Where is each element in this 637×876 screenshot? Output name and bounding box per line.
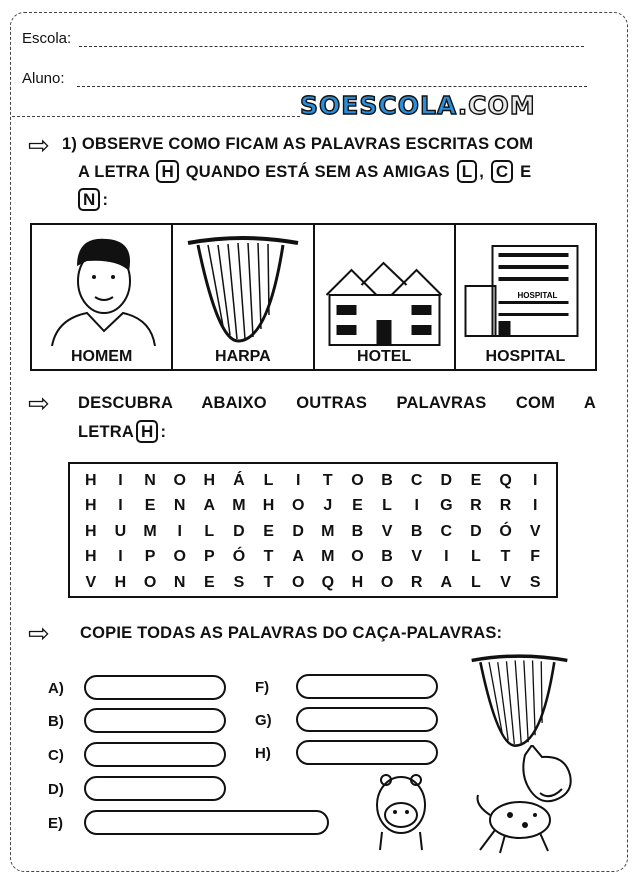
picture-label: HOMEM [70, 348, 133, 365]
word-search-cell[interactable]: E [352, 497, 363, 515]
word-search-cell[interactable]: I [295, 471, 301, 489]
word-search-cell[interactable]: O [351, 548, 364, 566]
word-search-cell[interactable]: L [471, 573, 481, 591]
word-search-row [76, 570, 550, 596]
word-search-cell[interactable]: P [203, 548, 215, 566]
answer-label-h: H) [255, 745, 271, 762]
word-search-cell[interactable]: L [471, 548, 481, 566]
word-search-cell[interactable]: I [118, 497, 123, 515]
word-search-cell[interactable]: O [291, 497, 305, 515]
student-field [22, 70, 587, 87]
word-search-cell[interactable]: R [470, 497, 482, 515]
word-search-cell[interactable]: N [144, 471, 156, 489]
word-search-cell[interactable]: D [233, 522, 245, 540]
word-search-cell[interactable]: D [440, 471, 453, 489]
picture-homem [32, 225, 173, 369]
word-search-cell[interactable]: I [177, 522, 182, 540]
word-search-cell[interactable]: I [444, 548, 449, 566]
picture-hotel [315, 225, 456, 369]
picture-row [30, 223, 597, 371]
word-search-cell[interactable]: Q [499, 471, 512, 489]
answer-box-h[interactable] [296, 740, 438, 765]
word-search-cell[interactable]: H [85, 471, 97, 489]
word-search-cell[interactable]: G [440, 497, 453, 515]
word-search-cell[interactable]: H [351, 573, 364, 591]
section1-line1: 1) OBSERVE COMO FICAM AS PALAVRAS ESCRITAS COM [62, 135, 534, 153]
answer-box-b[interactable] [84, 708, 226, 733]
word-search-cell[interactable]: V [411, 548, 423, 566]
answer-label-e: E) [48, 815, 63, 832]
word-search-cell[interactable]: M [321, 522, 335, 540]
answer-label-g: G) [255, 712, 272, 729]
answer-box-g[interactable] [296, 707, 438, 732]
word-search-cell[interactable]: V [85, 573, 97, 591]
word-search-cell[interactable]: V [500, 573, 511, 591]
word-search-cell[interactable]: D [292, 522, 304, 540]
word-search-cell[interactable]: T [500, 548, 511, 566]
word-search-cell[interactable]: H [262, 497, 275, 515]
word-search-cell[interactable]: E [203, 573, 215, 591]
student-label: Aluno: [22, 70, 65, 87]
answer-box-f[interactable] [296, 674, 438, 699]
letter-box-c: C [491, 160, 513, 183]
word-search-cell[interactable]: I [118, 548, 123, 566]
arrow-icon: ⇨ [28, 130, 50, 160]
word-search-cell[interactable]: T [322, 471, 333, 489]
answer-label-c: C) [48, 747, 64, 764]
letter-box-n: N [78, 188, 100, 211]
harp-icon [183, 231, 303, 346]
word-search-cell[interactable]: H [85, 548, 97, 566]
answer-box-e[interactable] [84, 810, 329, 835]
word-search-cell[interactable]: O [173, 548, 186, 566]
section3-title: COPIE TODAS AS PALAVRAS DO CAÇA-PALAVRAS: [80, 624, 503, 642]
word-search-row [76, 494, 550, 520]
word-search-cell[interactable]: E [144, 497, 156, 515]
word-search-cell[interactable]: O [173, 471, 186, 489]
word-search-cell[interactable]: O [291, 573, 305, 591]
word-search-cell[interactable]: Á [233, 471, 245, 489]
word-search-cell[interactable]: T [263, 548, 274, 566]
hotel-icon [322, 255, 447, 355]
letter-box-h: H [136, 420, 158, 443]
word-search-cell[interactable]: M [232, 497, 246, 515]
word-search-cell[interactable]: P [144, 548, 156, 566]
word-search-cell[interactable]: H [85, 497, 97, 515]
word-search-cell[interactable]: B [381, 548, 393, 566]
word-search-cell[interactable]: U [114, 522, 127, 540]
word-search-cell[interactable]: F [530, 548, 541, 566]
word-search-cell[interactable]: M [321, 548, 335, 566]
word-search-cell[interactable]: M [143, 522, 157, 540]
answer-box-a[interactable] [84, 675, 226, 700]
word-search-cell[interactable]: L [263, 471, 274, 489]
word-search-row [76, 545, 550, 571]
answer-label-d: D) [48, 781, 64, 798]
word-search-grid [68, 462, 558, 598]
picture-harpa [173, 225, 314, 369]
word-search-row [76, 519, 550, 545]
word-search-row [76, 468, 550, 494]
answer-label-a: A) [48, 680, 64, 697]
word-search-cell[interactable]: A [203, 497, 216, 515]
picture-label: HARPA [215, 348, 271, 365]
picture-hospital [456, 225, 595, 369]
word-search-cell[interactable]: E [470, 471, 482, 489]
answer-label-f: F) [255, 679, 270, 696]
word-search-cell[interactable]: O [143, 573, 157, 591]
word-search-cell[interactable]: D [470, 522, 482, 540]
word-search-cell[interactable]: Q [321, 573, 335, 591]
word-search-cell[interactable]: I [414, 497, 419, 515]
word-search-cell[interactable]: C [440, 522, 453, 540]
arrow-icon: ⇨ [28, 388, 50, 418]
word-search-cell[interactable]: N [173, 497, 186, 515]
answer-box-c[interactable] [84, 742, 226, 767]
word-search-cell[interactable]: V [381, 522, 393, 540]
hyena-icon [470, 745, 588, 855]
word-search-cell[interactable]: R [410, 573, 423, 591]
harp-icon [452, 650, 587, 750]
word-search-cell[interactable]: L [382, 497, 392, 515]
divider [12, 116, 300, 117]
answer-box-d[interactable] [84, 776, 226, 801]
word-search-cell[interactable]: H [203, 471, 216, 489]
hippo-icon [368, 770, 434, 852]
letter-box-l: L [457, 160, 478, 183]
school-field [22, 30, 584, 47]
picture-label: HOTEL [357, 348, 412, 365]
word-search-cell[interactable]: B [381, 471, 393, 489]
section1-line2: A LETRA H QUANDO ESTÁ SEM AS AMIGAS L , C E [78, 162, 532, 181]
answer-label-b: B) [48, 713, 64, 730]
word-search-cell[interactable]: L [204, 522, 215, 540]
word-search-cell[interactable]: J [323, 497, 333, 515]
word-search-cell[interactable]: I [532, 497, 538, 515]
word-search-cell[interactable]: E [263, 522, 274, 540]
word-search-cell[interactable]: T [263, 573, 274, 591]
word-search-cell[interactable]: I [118, 471, 123, 489]
word-search-cell[interactable]: O [351, 471, 364, 489]
word-search-cell[interactable]: H [85, 522, 97, 540]
svg-text:HOSPITAL: HOSPITAL [517, 291, 558, 300]
word-search-cell[interactable]: Ó [232, 548, 246, 566]
student-input-line[interactable] [77, 75, 587, 87]
word-search-cell[interactable]: H [114, 573, 127, 591]
soescola-logo: SOESCOLA.COM [300, 91, 536, 120]
word-search-cell[interactable]: B [351, 522, 364, 540]
picture-label: HOSPITAL [485, 348, 566, 365]
section1-line3: N : [78, 188, 108, 211]
hospital-icon [463, 241, 588, 346]
word-search-cell[interactable]: Ó [499, 522, 512, 540]
word-search-cell[interactable]: R [499, 497, 512, 515]
word-search-cell[interactable]: B [410, 522, 423, 540]
word-search-cell[interactable]: V [529, 522, 541, 540]
word-search-cell[interactable]: S [233, 573, 245, 591]
word-search-cell[interactable]: N [173, 573, 186, 591]
letter-box-h: H [156, 160, 178, 183]
section2-line2: LETRA H : [78, 422, 167, 441]
word-search-cell[interactable]: O [380, 573, 394, 591]
school-input-line[interactable] [79, 35, 584, 47]
man-icon [47, 231, 157, 346]
word-search-cell[interactable]: I [532, 471, 538, 489]
word-search-cell[interactable]: A [292, 548, 304, 566]
word-search-cell[interactable]: C [410, 471, 423, 489]
arrow-icon: ⇨ [28, 618, 50, 648]
school-label: Escola: [22, 30, 72, 47]
word-search-cell[interactable]: S [529, 573, 541, 591]
section2-line1: DESCUBRA ABAIXO OUTRAS PALAVRAS COM A [78, 394, 596, 412]
word-search-cell[interactable]: A [440, 573, 453, 591]
